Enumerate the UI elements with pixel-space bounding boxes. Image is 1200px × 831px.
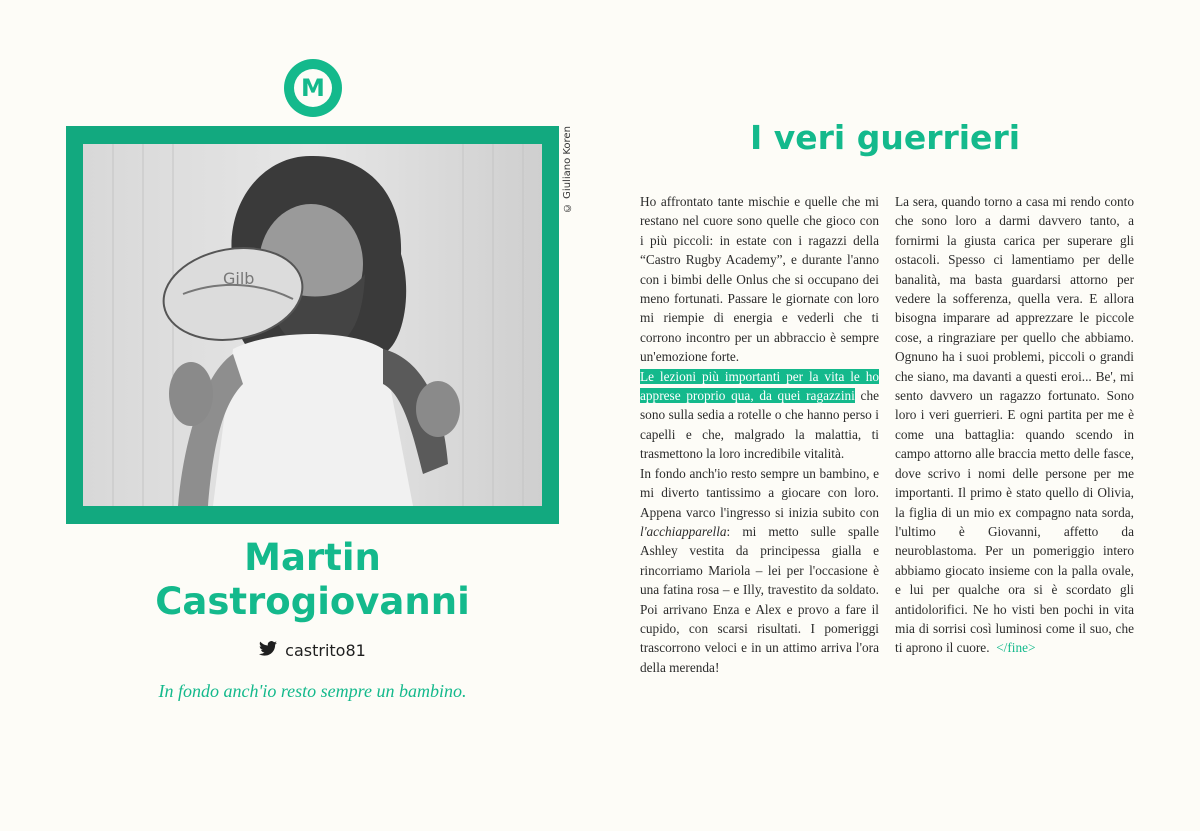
paragraph-3 <box>640 464 879 677</box>
twitter-handle: castrito81 <box>285 641 366 660</box>
article-headline: I veri guerrieri <box>749 118 1021 157</box>
article-column-2 <box>895 192 1134 658</box>
twitter-handle-row[interactable] <box>66 641 559 660</box>
player-last-name: Castrogiovanni <box>155 580 470 623</box>
photo-frame <box>66 126 559 524</box>
paragraph-4-text: La sera, quando torno a casa mi rendo conto che sono loro a darmi davvero tanto, a fornirmi la giusta carica per superare gli ostacoli. Spesso ci lamentiamo per delle banalità, ma basta guardarsi attorno per vedere la sofferenza, quella vera. E allora bisogna imparare ad apprezzare le piccole cose, a ringraziare per quello che abbiamo. Ognuno ha i suoi problemi, piccoli o grandi che siano, ma davanti a questi eroi... Be', mi sento davvero un ragazzo fortunato. Sono loro i veri guerrieri. E ogni partita per me è come una battaglia: quando scendo in campo attorno alle braccia metto delle fasce, dove scrivo i nomi delle persone per me importanti. Il primo è stato quello di Olivia, la figlia di un mio ex compagno nata sorda, l'ultimo è Giovanni, affetto da neuroblastoma. Per un pomeriggio intero abbiamo giocato insieme con la palla ovale, e lui per qualche ora si è scordato gli antidolorifici. Ne ho visti ben pochi in vita mia di sorrisi così luminosi come il suo, che ti aprono il cuore. <box>895 194 1134 656</box>
end-tag: </fine> <box>996 640 1036 656</box>
svg-text:Gilb: Gilb <box>223 269 255 288</box>
paragraph-1: Ho affrontato tante mischie e quelle che mi restano nel cuore sono quelle che gioco con i più piccoli: in estate con i ragazzi della “Castro Rugby Academy”, e durante l'anno con i bimbi delle Onlus che si occupano dei meno fortunati. Passare le giornate con loro mi riempie di energia e vederli che ti corrono incontro per un abbraccio è sempre un'emozione forte. <box>640 194 879 365</box>
paragraph-3-text-a: In fondo anch'io resto sempre un bambino, e mi diverto tantissimo a giocare con loro. Appena varco l'ingresso si inizia subito con <box>640 465 879 520</box>
photo-credit: © Giuliano Koren <box>562 126 573 213</box>
player-photo <box>83 144 542 506</box>
highlighted-quote: Le lezioni più importanti per la vita le ho apprese proprio qua, da quei ragazzini <box>640 368 879 404</box>
paragraph-3-text-b: : mi metto sulle spalle Ashley vestita da principessa gialla e rincorriamo Mariola – lei per l'occasione è una fatina rosa – e Illy, travestito da soldato. Poi arrivano Enza e Alex e provo a fare il cupido, con scarsi risultati. I pomeriggi trascorrono veloci e in un attimo arriva l'ora della merenda! <box>640 523 879 675</box>
article-column-1 <box>640 192 879 677</box>
paragraph-2-text: che sono sulla sedia a rotelle o che hanno perso i capelli e che, malgrado la malattia, ti trasmettono la loro incredibile vitalità. <box>640 388 879 462</box>
paragraph-3-italic: l'acchiapparella <box>640 523 727 539</box>
paragraph-2 <box>640 367 879 464</box>
paragraph-4 <box>895 192 1134 658</box>
magazine-logo <box>284 59 342 117</box>
logo-letter: M <box>294 69 332 107</box>
twitter-icon <box>259 641 277 660</box>
player-first-name: Martin <box>244 536 381 579</box>
player-quote: In fondo anch'io resto sempre un bambino. <box>158 681 467 701</box>
player-name <box>66 536 559 624</box>
